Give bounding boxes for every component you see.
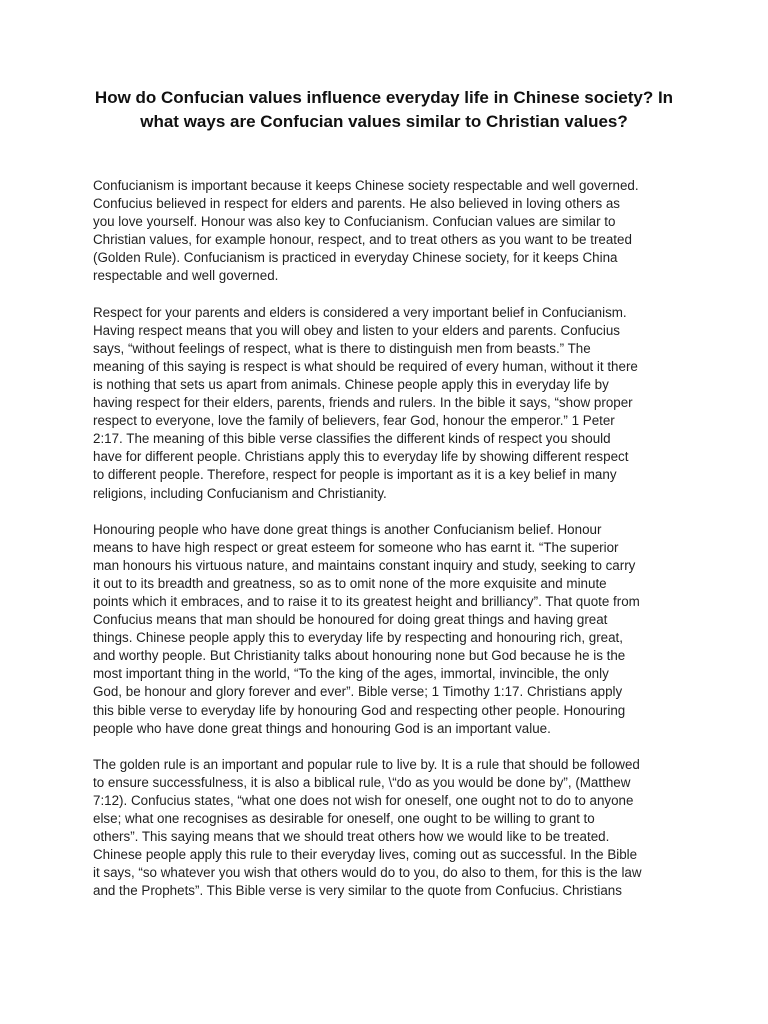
paragraph-honour: Honouring people who have done great things is another Confucianism belief. Honour means to have high respect or great esteem for someone who has earnt it. “The superior man honours his virtuous nature, and maintains constant inquiry and study, seeking to carry it out to its breadth and greatness, so as to omit none of the more exquisite and minute points which it embraces, and to raise it to its greatest height and brilliancy”. That quote from Confucius means that man should be honoured for doing great things and having great things. Chinese people apply this to everyday life by respecting and honouring rich, great, and worthy people. But Christianity talks about honouring none but God because he is the most important thing in the world, “To the king of the ages, immortal, invincible, the only God, be honour and glory forever and ever”. Bible verse; 1 Timothy 1:17. Christians apply this bible verse to everyday life by honouring God and respecting other people. Honouring people who have done great things and honouring God is an important value. [93, 521, 640, 736]
paragraph-golden-rule: The golden rule is an important and popular rule to live by. It is a rule that should be followed to ensure successfulness, it is also a biblical rule, \“do as you would be done by”, (Matthew 7:12). Confucius states, “what one does not wish for oneself, one ought not to do to anyone else; what one recognises as desirable for oneself, one ought to be willing to grant to others”. This saying means that we should treat others how we would like to be treated. Chinese people apply this rule to their everyday lives, coming out as successful. In the Bible it says, “so whatever you wish that others would do to you, do also to them, for this is the law and the Prophets”. This Bible verse is very similar to the quote from Confucius. Christians [93, 756, 642, 899]
document-title: How do Confucian values influence everyday life in Chinese society? In what ways are Confucian values similar to Christian values? [94, 88, 674, 131]
paragraph-respect: Respect for your parents and elders is considered a very important belief in Confucianism. Having respect means that you will obey and listen to your elders and parents. Confucius says, “without feelings of respect, what is there to distinguish men from beasts.” The meaning of this saying is respect is what should be required of every human, without it there is nothing that sets us apart from animals. Chinese people apply this in everyday life by having respect for their elders, parents, friends and rulers. In the bible it says, “show proper respect to everyone, love the family of believers, fear God, honour the emperor.” 1 Peter 2:17. The meaning of this bible verse classifies the different kinds of respect you should have for different people. Christians apply this to everyday life by showing different respect to different people. Therefore, respect for people is important as it is a key belief in many religions, including Confucianism and Christianity. [93, 304, 638, 501]
paragraph-introduction: Confucianism is important because it keeps Chinese society respectable and well governed. Confucius believed in respect for elders and parents. He also believed in loving others as you love yourself. Honour was also key to Confucianism. Confucian values are similar to Christian values, for example honour, respect, and to treat others as you want to be treated (Golden Rule). Confucianism is practiced in everyday Chinese society, for it keeps China respectable and well governed. [93, 178, 639, 284]
document-body [93, 177, 683, 918]
